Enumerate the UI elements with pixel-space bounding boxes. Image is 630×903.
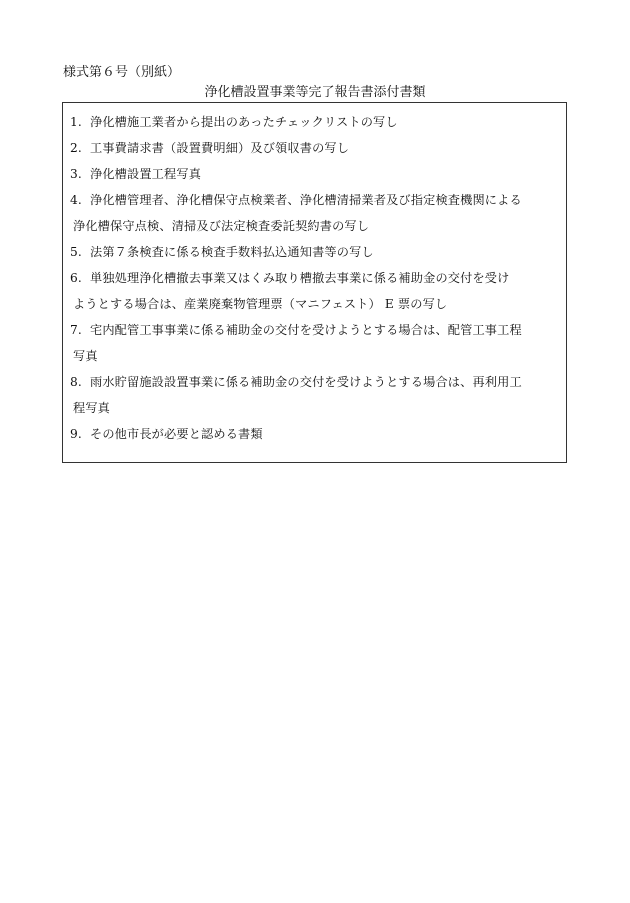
list-item-line — [70, 109, 560, 135]
list-item-line — [70, 265, 560, 291]
list-item-3 — [70, 161, 560, 187]
item-text-continued: 写真 — [73, 349, 98, 363]
item-number: 4. — [70, 193, 82, 207]
list-item-2 — [70, 135, 560, 161]
item-text-continued: 浄化槽保守点検、清掃及び法定検査委託契約書の写し — [73, 219, 370, 233]
item-text: 宅内配管工事事業に係る補助金の交付を受けようとする場合は、配管工事工程 — [90, 323, 522, 337]
list-item-6 — [70, 265, 560, 317]
list-item-line — [70, 187, 560, 213]
item-text: 単独処理浄化槽撤去事業又はくみ取り槽撤去事業に係る補助金の交付を受け — [90, 271, 510, 285]
attachment-list — [62, 102, 567, 463]
list-item-line — [70, 421, 560, 447]
item-number: 9. — [70, 427, 82, 441]
item-text: 浄化槽施工業者から提出のあったチェックリストの写し — [90, 115, 398, 129]
item-text: 浄化槽管理者、浄化槽保守点検業者、浄化槽清掃業者及び指定検査機関による — [90, 193, 522, 207]
item-text: 雨水貯留施設設置事業に係る補助金の交付を受けようとする場合は、再利用工 — [90, 375, 522, 389]
list-item-4 — [70, 187, 560, 239]
item-number: 3. — [70, 167, 82, 181]
list-item-line — [70, 135, 560, 161]
list-item-7 — [70, 317, 560, 369]
item-text: その他市長が必要と認める書類 — [90, 427, 263, 441]
item-number: 5. — [70, 245, 82, 259]
list-item-line — [70, 369, 560, 395]
item-text: 浄化槽設置工程写真 — [90, 167, 202, 181]
item-text: 工事費請求書（設置費明細）及び領収書の写し — [90, 141, 350, 155]
item-number: 1. — [70, 115, 82, 129]
form-number-label: 様式第６号（別紙） — [63, 65, 181, 80]
item-number: 8. — [70, 375, 82, 389]
document-title: 浄化槽設置事業等完了報告書添付書類 — [204, 85, 426, 100]
item-number: 7. — [70, 323, 82, 337]
item-text: 法第７条検査に係る検査手数料払込通知書等の写し — [90, 245, 374, 259]
item-number: 6. — [70, 271, 82, 285]
list-item-8 — [70, 369, 560, 421]
item-text-continued: ようとする場合は、産業廃棄物管理票（マニフェスト） E 票の写し — [73, 297, 448, 311]
list-item-line — [70, 161, 560, 187]
list-item-5 — [70, 239, 560, 265]
item-number: 2. — [70, 141, 82, 155]
list-item-9 — [70, 421, 560, 447]
list-item-line — [70, 317, 560, 343]
item-text-continued: 程写真 — [73, 401, 111, 415]
list-item-line — [70, 239, 560, 265]
list-item-1 — [70, 109, 560, 135]
